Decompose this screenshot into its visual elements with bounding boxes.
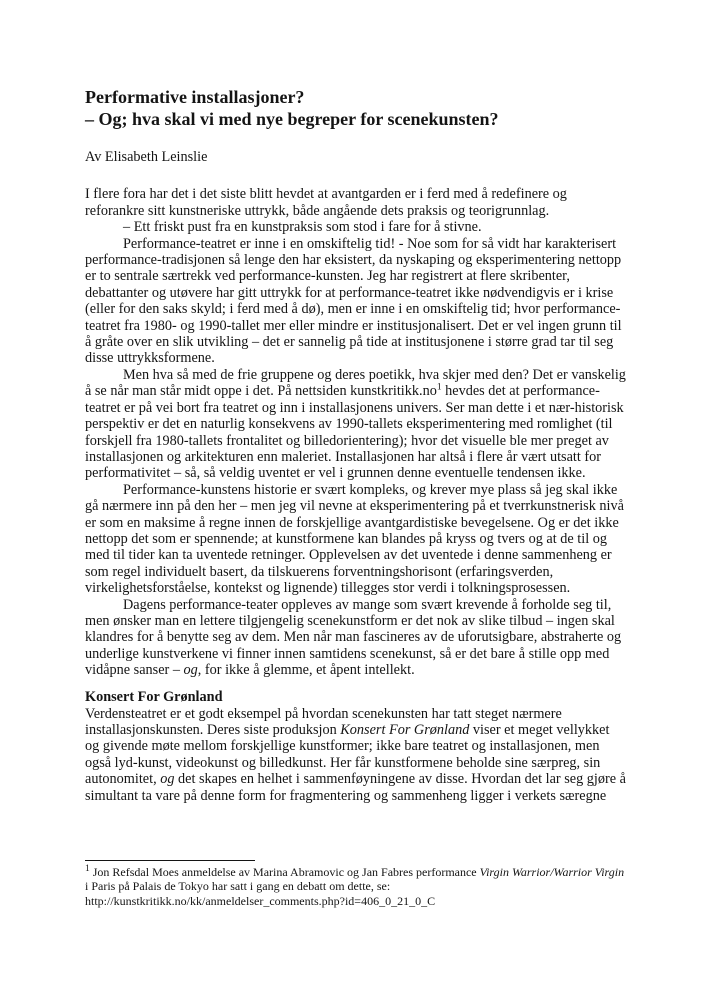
article — [85, 86, 626, 804]
footnote-run: i Paris på Palais de Tokyo har satt i gang en debatt om dette, se: — [85, 879, 391, 894]
paragraph-text: , for ikke å glemme, et åpent intellekt. — [197, 662, 415, 679]
article-body — [85, 186, 626, 804]
footnote-marker: 1 — [85, 864, 90, 874]
italic-work-title: Konsert For Grønland — [340, 722, 470, 738]
paragraph-text: hevdes det at performance-teatret er på vei bort fra teatret og inn i installasjonens univers. Ser man dette i et nær-historisk perspektiv er det en naturlig konsekvens av 1990-tallets eksperimentering med romlighet (til forskjell fra 1980-tallets frontalitet og billedorientering); hvor det visuelle ble mer preget av installasjonen og arkitekturen enn maleriet. Installasjonen har altså i flere år vært utsatt for performativitet – så, så veldig uventet er vel i grunnen denne eventuelle tendensen ikke. — [85, 383, 624, 482]
paragraph-intro-4 — [85, 367, 626, 482]
page-title-line-2: – Og; hva skal vi med nye begreper for scenekunsten? — [85, 109, 499, 129]
paragraph-text: Verdensteatret er et godt eksempel på hvordan scenekunsten har tatt steget nærmere installasjonskunsten. Deres siste produksjon — [85, 705, 562, 738]
paragraph-text: Men hva så med de frie gruppene og deres poetikk, hva skjer med den? Det er vanskelig å se når man står midt oppe i det. På nettsiden kunstkritikk.no — [85, 366, 626, 400]
paragraph-intro-5: Performance-kunstens historie er svært kompleks, og krever mye plass så jeg skal ikke gå nærmere inn på den her – men jeg vil nevne at eksperimentering på et tverrkunstnerisk nivå er som en maksime å regne innen de forskjellige avantgardistiske bevegelsene. Og er det ikke nettopp det som er spennende; at kunstformene kan blandes på kryss og tvers og at de til og med til tider kan ta uventede retninger. Opplevelsen av det uventede i denne sammenheng er som regel individuelt basert, da tilskuerens forventningshorisont (erfaringsverden, virkelighetsforståelse, kontekst og lignende) tillegges stor verdi i tolkningsprosessen. — [85, 481, 624, 597]
paragraph-text: Dagens performance-teater oppleves av mange som svært krevende å forholde seg til, men ønsker man en lettere tilgjengelig scenekunstform er det nok av slike tilbud – ingen skal klandres for å benytte seg av dem. Men når man fascineres av de uforutsigbare, abstraherte og underlige kunstverkene vi finner innen samtidens scenekunst, så er det bare å stille opp med vidåpne sanser – — [85, 596, 622, 679]
paragraph-intro-1: I flere fora har det i det siste blitt hevdet at avantgarden er i ferd med å redefinere og reforankre sitt kunstneriske uttrykk, både angående dets praksis og teorigrunnlag. — [85, 186, 567, 219]
footnote-text — [85, 865, 626, 894]
paragraph-section-1 — [85, 706, 626, 804]
footnote-run: Jon Refsdal Moes anmeldelse av Marina Abramovic og Jan Fabres performance — [89, 865, 480, 879]
italic-emphasis: og — [183, 662, 198, 679]
footnote — [85, 860, 626, 908]
paragraph-text: viser et meget vellykket og givende møte mellom forskjellige kunstformer; ikke bare teatret og installasjonen, men også lyd-kunst, videokunst og billedkunst. Her får kunstformene beholde sine særpreg, sin autonomitet, — [85, 722, 610, 788]
italic-performance-title: Virgin Warrior/Warrior Virgin — [479, 865, 625, 879]
paragraph-text: det skapes en helhet i sammenføyningene av disse. Hvordan det lar seg gjøre å simultant ta vare på denne form for fragmentering og sammenheng ligger i verkets særegne — [85, 771, 626, 804]
footnote-url: http://kunstkritikk.no/kk/anmeldelser_comments.php?id=406_0_21_0_C — [85, 893, 436, 908]
paragraph-intro-6 — [85, 597, 626, 679]
page-title-line-1: Performative installasjoner? — [85, 87, 305, 107]
section-heading-konsert-for-gronland: Konsert For Grønland — [85, 688, 223, 705]
byline: Av Elisabeth Leinslie — [85, 149, 208, 165]
footnote-reference-superscript: 1 — [436, 382, 442, 393]
paragraph-intro-2: – Ett friskt pust fra en kunstpraksis som stod i fare for å stivne. — [123, 219, 482, 236]
page-title — [85, 86, 626, 130]
italic-emphasis: og — [160, 771, 175, 788]
paragraph-intro-3: Performance-teatret er inne i en omskiftelig tid! - Noe som for så vidt har karakterisert performance-tradisjonen så lenge den har eksistert, da nyskaping og eksperimentering nettopp er to sentrale særtrekk ved performance-kunsten. Jeg har registrert at flere skribenter, debattanter og utøvere har gitt uttrykk for at performance-teatret ikke nødvendigvis er i krise (eller for den saks skyld; i ferd med å dø), men er inne i en omskiftelig tid; hvor performance-teatret fra 1980- og 1990-tallet mer eller mindre er institusjonalisert. Det er vel ingen grunn til å gråte over en slik utvikling – det er sannelig på tide at institusjonene i større grad tar til seg disse uttrykksformene. — [85, 235, 622, 367]
footnote-separator — [85, 860, 255, 861]
